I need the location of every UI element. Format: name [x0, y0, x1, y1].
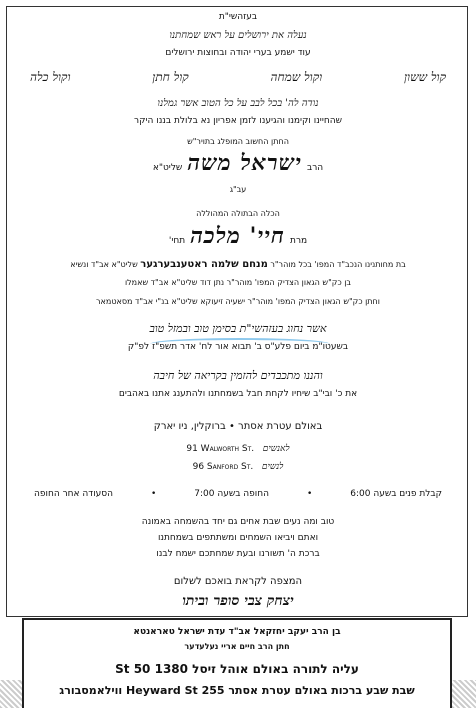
invite-line-1: והננו מתכבדים להזמין בקריאה של חיבה: [153, 369, 323, 382]
notice-line-3: עליה לתורה באולם אוהל זיסל 1380 50 St: [115, 662, 359, 676]
wedding-line-1: אשר נחוג בעזהשי"ת בסימן טוב ובמזל טוב: [149, 322, 327, 335]
poem-line-3: ברכת ה' תשורנו ובעת שמחתכם ישמח לבנו: [156, 549, 320, 559]
seudah-note: הסעודה אחר החופה: [34, 489, 114, 499]
men-label: לאנשים: [262, 444, 290, 454]
venue-hall: באולם עטרת אסתר: [238, 421, 323, 432]
lineage-1-pre: בת מחותנינו הנכב"ד המפו' בכל מוהר"ר: [270, 260, 406, 269]
poem-line-1: טוב ומה נעים שבת אחים גם יחד בהשמחה באמונה: [141, 517, 335, 527]
bride-title: מרת: [290, 236, 308, 246]
groom-title: הרב: [307, 163, 324, 173]
lineage-line-2: בן כק"ש הגאון הצדיק המפו' מוהר"ר נתן דוד שליט"א אב"ד שאמלו: [124, 278, 352, 287]
venue-line: באולם עטרת אסתר • ברוקלין, ניו יארק: [153, 421, 323, 432]
ayin-mark: עב"ג: [229, 185, 247, 194]
bs-header: בעזהשי"ת: [218, 12, 258, 22]
kol-kala: וקול כלה: [30, 70, 71, 84]
men-entrance: [14, 443, 462, 454]
women-address: 96 Sanford St.: [192, 462, 254, 472]
kabbalas-panim: קבלת פנים בשעה 6:00: [350, 489, 442, 499]
kol-row: [30, 70, 446, 85]
page-shadow-right: [452, 680, 476, 708]
bride-label: הכלה הבתולה המהוללה: [196, 209, 280, 218]
kol-simcha: וקול שמחה: [270, 70, 323, 84]
closing-line: המצפה לקראת בואכם לשלום: [173, 576, 303, 587]
kol-sason: קול ששון: [403, 70, 446, 84]
invite-line-2: את כ' ובי"ב שיחיו לקחת חבל בשמחתנו ולהתענג אתנו באהבים: [118, 389, 358, 399]
notice-line-4: שבת שבע ברכות באולם עטרת אסתר 255 Heyward St ווילאמסבורג: [59, 684, 415, 697]
women-entrance: [14, 461, 462, 472]
groom-name: ישראל משה: [187, 150, 302, 176]
groom-label: החתן החשוב המופלג בתויר"ש: [187, 137, 289, 146]
men-address: 91 Walworth St.: [186, 444, 255, 454]
thanks-line-2: שהחיינו וקימנו והגיענו לזמן אפריון נא בלולת בננו היקר: [134, 116, 342, 126]
wedding-line-2: בשעטו"מ ביום פלע"ס ב' תבוא אור לח' אדר תשפ"ז לפ"ק: [127, 342, 349, 352]
chuppah-time: החופה בשעה 7:00: [194, 489, 270, 499]
times-row: קבלת פנים בשעה 6:00 • החופה בשעה 7:00 • הסעודה אחר החופה: [34, 489, 442, 499]
thanks-line-1: נודה לה' בכל לבב על כל הטוב אשר גמלנו: [157, 98, 319, 109]
groom-suffix: שליט"א: [152, 163, 183, 173]
host-signature: יצחק צבי סופר וביתו: [182, 593, 294, 609]
venue-city: ברוקלין, ניו יארק: [153, 421, 226, 432]
notice-line-1: בן הרב יעקב יחזקאל אב"ד עדת ישראל טאראנטא: [133, 627, 341, 637]
women-label: לנשים: [261, 462, 284, 472]
notice-line-2: חתן הרב חיים אריי נעלעדער: [184, 642, 290, 651]
bride-line: [14, 223, 462, 249]
verse-line-2: עוד ישמע בערי יהודה ובחוצות ירושלים: [165, 48, 311, 58]
poem-line-2: ואתם ויביאו השמחים ומשתתפים בשמחתנו: [157, 533, 319, 543]
bride-suffix: תחי': [168, 236, 186, 246]
kol-chasan: קול חתן: [152, 70, 189, 84]
groom-line: [14, 150, 462, 176]
lineage-line-1: [14, 259, 462, 270]
lineage-1-post: שליט"א אב"ד ונשיא: [70, 260, 138, 269]
verse-line-1: נעלה את ירושלים על ראש שמחתנו: [169, 30, 307, 41]
lineage-line-3: וחתן כק"ש הגאון הצדיק המפו' מוהר"ר ישעיה זיעוקא שליט"א בנ"י אב"ד מסאטמאר: [96, 297, 380, 306]
page-shadow-left: [0, 680, 22, 708]
bride-name: חיי' מלכה: [190, 223, 285, 249]
lineage-1-name: מנחם שלמה ראטענבערגער: [140, 259, 268, 270]
